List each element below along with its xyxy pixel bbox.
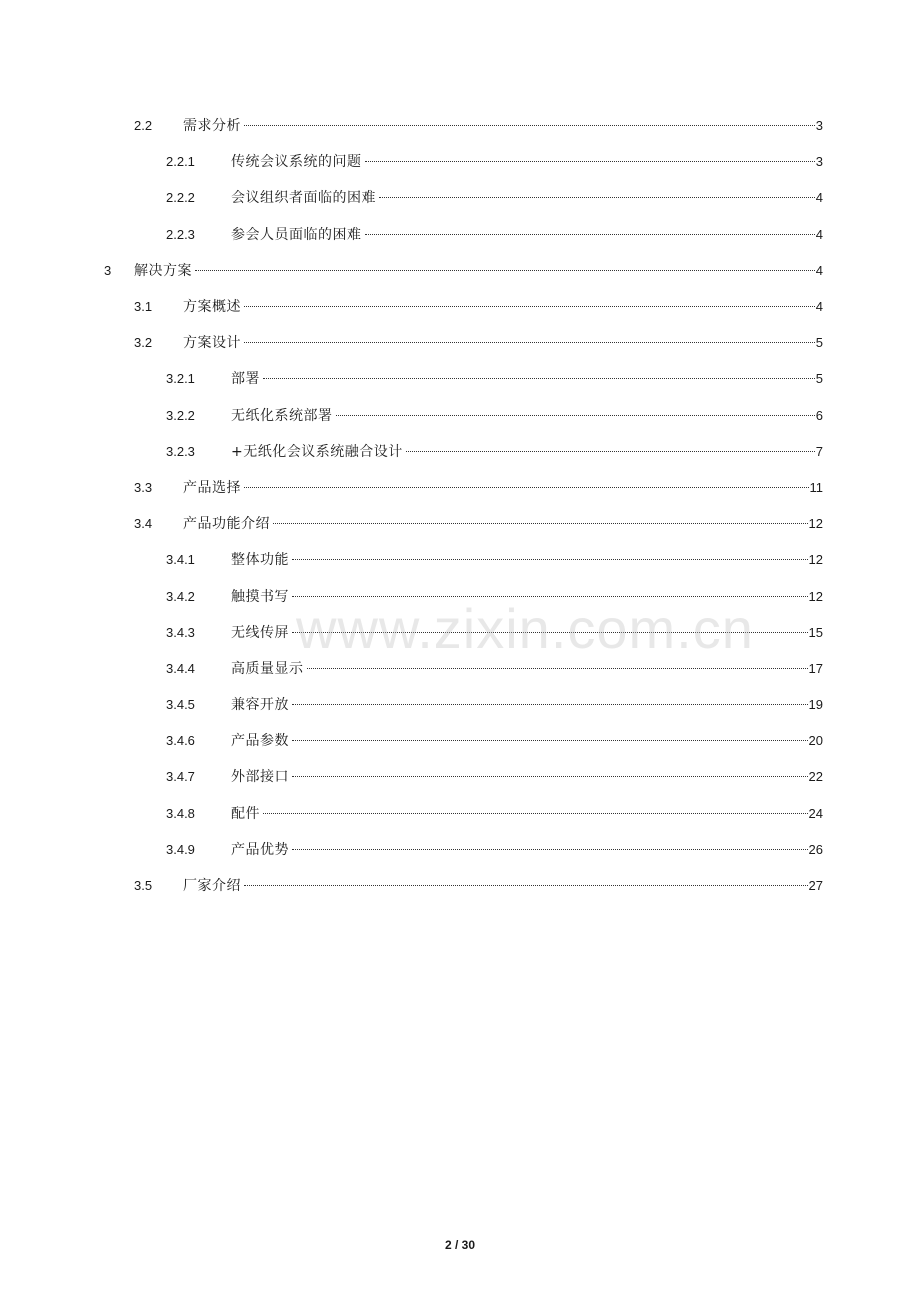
toc-entry-number: 3.4.7 (166, 769, 195, 785)
dot-leader (379, 197, 815, 198)
toc-entry[interactable] (0, 108, 920, 144)
toc-entry-number: 3.5 (134, 878, 153, 894)
toc-entry-page: 7 (815, 443, 823, 459)
dot-leader (292, 740, 808, 741)
dot-leader (244, 342, 815, 343)
toc-entry-page: 19 (808, 697, 823, 713)
toc-entry-title: 外部接口 (231, 769, 289, 786)
dot-leader (195, 270, 815, 271)
dot-leader (406, 451, 815, 452)
toc-entry-page: 11 (809, 479, 823, 495)
toc-entry-page: 20 (808, 733, 823, 749)
toc-entry[interactable] (0, 723, 920, 759)
dot-leader (244, 885, 808, 886)
toc-entry-title: +无纸化会议系统融合设计 (231, 443, 403, 460)
toc-entry-title: 产品优势 (231, 841, 289, 858)
toc-entry-number: 2.2.3 (166, 226, 195, 242)
toc-entry-page: 4 (815, 262, 823, 278)
toc-entry[interactable] (0, 325, 920, 361)
dot-leader (292, 632, 808, 633)
toc-entry-page: 26 (808, 841, 823, 857)
toc-entry[interactable] (0, 144, 920, 180)
toc-entry-number: 3.4.6 (166, 733, 195, 749)
toc-entry[interactable] (0, 615, 920, 651)
watermark: www.zixin.com.cn (296, 597, 754, 660)
dot-leader (307, 668, 808, 669)
toc-entry[interactable] (0, 542, 920, 578)
toc-entry-page: 4 (815, 299, 823, 315)
toc-entry-title: 产品选择 (183, 479, 241, 496)
toc-entry-page: 3 (815, 118, 823, 134)
toc-entry[interactable] (0, 289, 920, 325)
toc-entry-page: 15 (808, 624, 823, 640)
toc-entry-page: 4 (815, 226, 823, 242)
toc-entry-page: 5 (815, 335, 823, 351)
toc-entry-title: 整体功能 (231, 552, 289, 569)
toc-entry[interactable] (0, 434, 920, 470)
toc-entry[interactable] (0, 687, 920, 723)
toc-entry-title: 方案设计 (183, 335, 241, 352)
toc-entry-page: 3 (815, 154, 823, 170)
toc-entry-page: 12 (808, 552, 823, 568)
toc-entry-number: 3.2.3 (166, 443, 195, 459)
toc-entry-number: 3.1 (134, 299, 153, 315)
toc-entry-number: 2.2.1 (166, 154, 195, 170)
toc-entry-number: 3.4 (134, 516, 153, 532)
toc-entry-number: 3.4.8 (166, 805, 195, 821)
toc-entry-number: 3.2.2 (166, 407, 195, 423)
toc-entry-title: 触摸书写 (231, 588, 289, 605)
dot-leader (244, 487, 809, 488)
toc-entry-page: 12 (808, 516, 823, 532)
dot-leader (292, 849, 808, 850)
toc-entry-page: 27 (808, 878, 823, 894)
dot-leader (273, 523, 808, 524)
toc-entry[interactable] (0, 470, 920, 506)
toc-entry[interactable] (0, 217, 920, 253)
toc-entry-page: 12 (808, 588, 823, 604)
toc-entry-title: 部署 (231, 371, 260, 388)
toc-entry-number: 2.2.2 (166, 190, 195, 206)
dot-leader (292, 776, 808, 777)
dot-leader (365, 234, 815, 235)
toc-entry[interactable] (0, 180, 920, 216)
toc-entry-title: 方案概述 (183, 299, 241, 316)
page-number: 2 / 30 (444, 1238, 476, 1252)
dot-leader (244, 306, 815, 307)
toc-entry-title: 厂家介绍 (183, 878, 241, 895)
dot-leader (292, 596, 808, 597)
toc-entry-number: 3.3 (134, 479, 153, 495)
toc-entry-number: 3.2 (134, 335, 153, 351)
dot-leader (263, 813, 808, 814)
toc-entry[interactable] (0, 832, 920, 868)
toc-entry[interactable] (0, 506, 920, 542)
toc-entry[interactable] (0, 578, 920, 614)
dot-leader (292, 704, 808, 705)
toc-entry-title: 产品功能介绍 (183, 516, 270, 533)
toc-entry-page: 5 (815, 371, 823, 387)
toc-entry-number: 3.4.4 (166, 660, 195, 676)
toc-entry-number: 3.4.5 (166, 697, 195, 713)
toc-entry-title: 产品参数 (231, 733, 289, 750)
dot-leader (263, 378, 815, 379)
dot-leader (365, 161, 815, 162)
toc-entry-title: 解决方案 (134, 262, 192, 279)
toc-entry-title: 兼容开放 (231, 697, 289, 714)
toc-entry-title: 参会人员面临的困难 (231, 226, 362, 243)
dot-leader (336, 415, 815, 416)
toc-entry-title: 传统会议系统的问题 (231, 154, 362, 171)
toc-entry[interactable] (0, 759, 920, 795)
dot-leader (292, 559, 808, 560)
toc-entry-page: 22 (808, 769, 823, 785)
toc-entry-page: 6 (815, 407, 823, 423)
toc-entry-number: 2.2 (134, 118, 153, 134)
table-of-contents (0, 108, 920, 904)
toc-entry-title: 会议组织者面临的困难 (231, 190, 376, 207)
toc-entry-number: 3.2.1 (166, 371, 195, 387)
toc-entry-page: 17 (808, 660, 823, 676)
toc-entry[interactable] (0, 796, 920, 832)
toc-entry-number: 3.4.2 (166, 588, 195, 604)
toc-entry-number: 3 (104, 262, 112, 278)
toc-entry[interactable] (0, 868, 920, 904)
toc-entry-page: 4 (815, 190, 823, 206)
toc-entry-title: 高质量显示 (231, 660, 304, 677)
toc-entry-title: 无线传屏 (231, 624, 289, 641)
toc-entry-number: 3.4.3 (166, 624, 195, 640)
toc-entry[interactable] (0, 398, 920, 434)
toc-entry[interactable] (0, 651, 920, 687)
toc-entry[interactable] (0, 361, 920, 397)
toc-entry-title: 配件 (231, 805, 260, 822)
toc-entry-title: 需求分析 (183, 118, 241, 135)
dot-leader (244, 125, 815, 126)
toc-entry[interactable] (0, 253, 920, 289)
toc-entry-page: 24 (808, 805, 823, 821)
toc-entry-number: 3.4.1 (166, 552, 195, 568)
toc-entry-number: 3.4.9 (166, 841, 195, 857)
toc-entry-title: 无纸化系统部署 (231, 407, 333, 424)
